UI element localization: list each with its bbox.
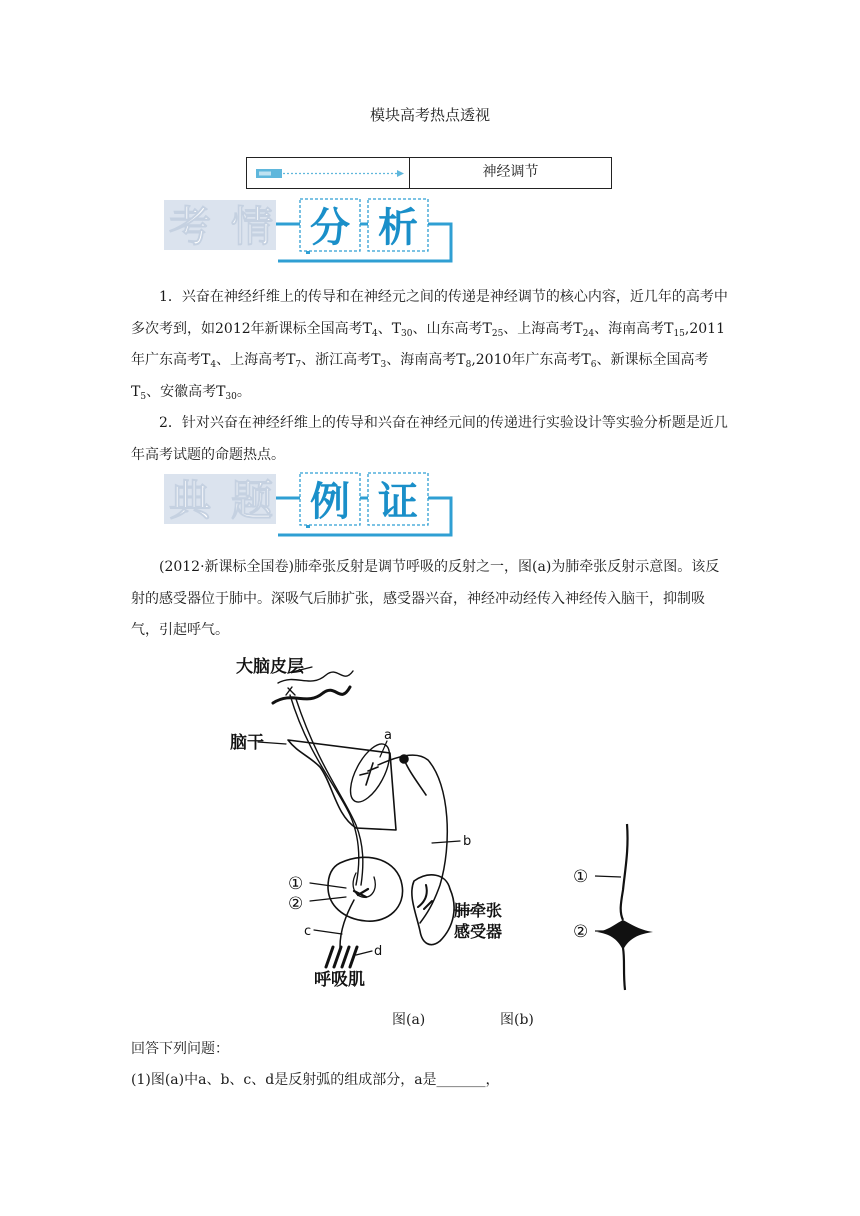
arrow-icon bbox=[247, 158, 409, 188]
label-cortex: 大脑皮层 bbox=[236, 657, 304, 677]
figure-a-reflex-arc bbox=[228, 645, 528, 995]
banner-char-3: 分 bbox=[310, 205, 350, 251]
banner-char-4: 析 bbox=[378, 205, 418, 251]
topic-marker bbox=[247, 158, 410, 188]
label-d: d bbox=[374, 944, 383, 959]
section-banner-analysis bbox=[160, 194, 460, 268]
caption-figure-a: 图(a) bbox=[392, 1012, 426, 1028]
example-section bbox=[131, 552, 731, 647]
example-source: 新课标全国卷 bbox=[204, 559, 289, 575]
analysis-section bbox=[131, 282, 731, 471]
label-circle-2: ② bbox=[288, 894, 304, 914]
label-a: a bbox=[384, 728, 392, 743]
caption-figure-b: 图(b) bbox=[500, 1012, 534, 1028]
question-1: (1)图(a)中a、b、c、d是反射弧的组成部分，a是_______， bbox=[131, 1072, 500, 1088]
label-circle-1: ① bbox=[288, 874, 304, 894]
label-muscle: 呼吸肌 bbox=[314, 970, 365, 990]
section-banner-example bbox=[160, 468, 460, 542]
label-c: c bbox=[304, 924, 312, 939]
banner-char-1: 考 bbox=[168, 202, 212, 251]
banner-char-1: 典 bbox=[168, 476, 212, 525]
banner-char-4: 证 bbox=[378, 479, 418, 525]
label-brainstem: 脑干 bbox=[230, 733, 264, 753]
label-b-circle-2: ② bbox=[573, 922, 589, 942]
label-b-circle-1: ① bbox=[573, 867, 589, 887]
label-receptor-line1: 肺牵张 bbox=[454, 901, 503, 920]
question-intro: 回答下列问题： bbox=[131, 1041, 229, 1057]
banner-char-2: 题 bbox=[230, 476, 274, 525]
label-receptor-line2: 感受器 bbox=[454, 922, 503, 941]
page-title: 模块高考热点透视 bbox=[369, 106, 490, 124]
analysis-paragraph-1: 1．兴奋在神经纤维上的传导和在神经元之间的传递是神经调节的核心内容，近几年的高考中多次考到，如2012年新课标全国高考$T_4$、$T_{30}$、山东高考$T_{25}$、上海高考$T_{24}$、海南高考$T_{15},2011$年广东高考$T_4$、上海高考$T_7$、浙江高考$T_3$、海南高考$T_8,2010$年广东高考$T_6$、新课标全国高考$T_5$、安徽高考$T_{30}$。 bbox=[131, 289, 728, 402]
example-paragraph: (2012·新课标全国卷)肺牵张反射是调节呼吸的反射之一，图(a)为肺牵张反射示意图。该反射的感受器位于肺中。深吸气后肺扩张，感受器兴奋，神经冲动经传入神经传入脑干，抑制吸气，引起呼气。 bbox=[131, 559, 720, 638]
figure-b-neuron bbox=[565, 820, 675, 1000]
label-b: b bbox=[463, 834, 472, 849]
analysis-paragraph-2: 2．针对兴奋在神经纤维上的传导和兴奋在神经元间的传递进行实验设计等实验分析题是近几年高考试题的命题热点。 bbox=[131, 415, 728, 463]
banner-char-2: 情 bbox=[230, 202, 274, 251]
banner-char-3: 例 bbox=[310, 479, 350, 525]
topic-box bbox=[246, 157, 612, 189]
topic-label: 神经调节 bbox=[482, 164, 539, 180]
